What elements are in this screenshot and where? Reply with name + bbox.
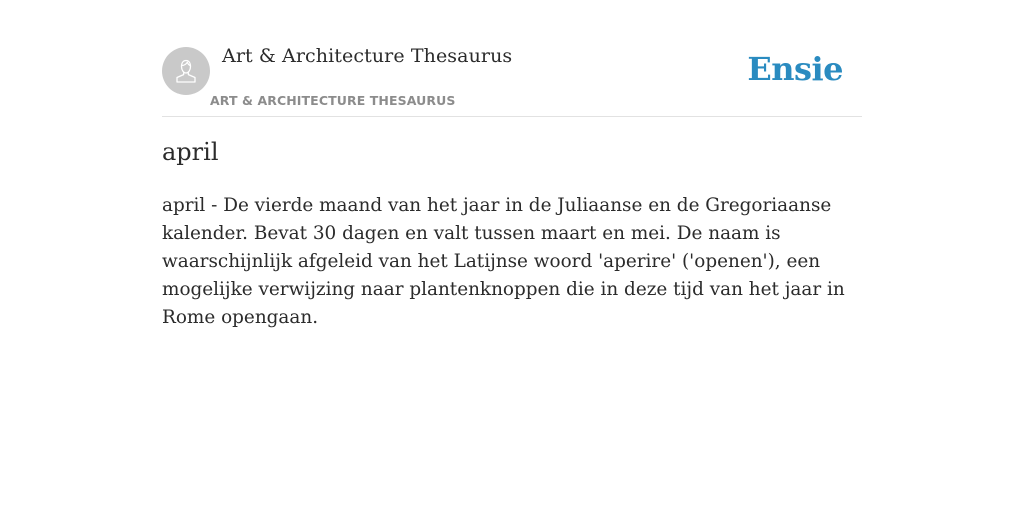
user-icon: [171, 56, 201, 86]
entry-definition: april - De vierde maand van het jaar in de Juliaanse en de Gregoriaanse kalender. Bevat 30 dagen en valt tussen maart en mei. De naam is waarschijnlijk afgeleid van het Latijnse woord 'aperire' ('openen'), een mogelijke verwijzing naar plantenknoppen die in deze tijd van het jaar in Rome opengaan.: [162, 195, 845, 328]
avatar[interactable]: [162, 47, 210, 95]
header: [162, 0, 862, 117]
author-name[interactable]: Art & Architecture Thesaurus: [222, 45, 513, 67]
source-label[interactable]: ART & ARCHITECTURE THESAURUS: [210, 93, 456, 108]
entry-title: april: [162, 138, 219, 166]
brand-logo[interactable]: Ensie: [747, 50, 843, 88]
